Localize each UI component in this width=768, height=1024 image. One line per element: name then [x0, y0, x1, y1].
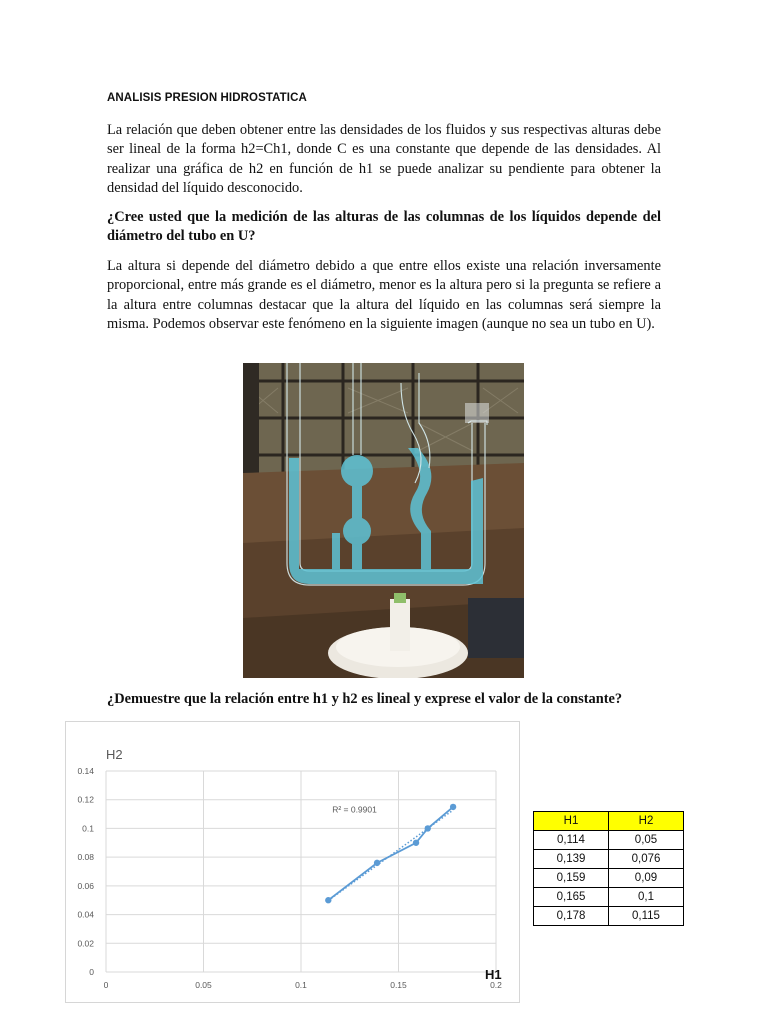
y-tick-label: 0: [89, 967, 94, 977]
cell-h1: 0,114: [534, 831, 609, 850]
x-tick-label: 0: [103, 980, 109, 990]
y-tick-label: 0.08: [77, 852, 94, 863]
cell-h1: 0,165: [534, 888, 609, 907]
cell-h2: 0,076: [609, 850, 684, 869]
photo-communicating-vessels: [243, 363, 524, 678]
cell-h1: 0,139: [534, 850, 609, 869]
data-point: [325, 897, 331, 903]
cell-h2: 0,1: [609, 888, 684, 907]
table-row: [534, 850, 684, 869]
column-header-h2: H2: [609, 812, 684, 831]
y-axis-label: H2: [106, 747, 123, 762]
y-tick-label: 0.14: [77, 766, 94, 776]
answer-paragraph: La altura si depende del diámetro debido a que entre ellos existe una relación inversamente proporcional, entre más grande es el diámetro, menor es la altura pero si la pregunta se refiere a la altura entre columnas destacar que la altura del líquido en las columnas será siempre la misma. Podemos observar este fenómeno en la siguiente imagen (aunque no sea un tubo en U).: [107, 258, 661, 333]
cell-h1: 0,159: [534, 869, 609, 888]
cell-h2: 0,05: [609, 831, 684, 850]
x-tick-label: 0.1: [295, 980, 307, 990]
cell-h2: 0,09: [609, 869, 684, 888]
table-row: [534, 869, 684, 888]
data-point: [374, 860, 380, 866]
data-table: [533, 811, 684, 926]
x-tick-label: 0.2: [490, 980, 502, 990]
table-row: [534, 888, 684, 907]
table-header-row: [534, 812, 684, 831]
y-tick-label: 0.1: [82, 823, 94, 834]
y-tick-label: 0.02: [77, 938, 94, 949]
column-header-h1: H1: [534, 812, 609, 831]
table-row: [534, 831, 684, 850]
question-diameter: ¿Cree usted que la medición de las alturas de las columnas de los líquidos depende del diámetro del tubo en U?: [107, 209, 661, 245]
intro-paragraph: La relación que deben obtener entre las densidades de los fluidos y sus respectivas alturas debe ser lineal de la forma h2=Ch1, donde C es una constante que depende de las densidades. Al realizar una gráfica de h2 en función de h1 se puede analizar su pendiente para obtener la densidad del líquido desconocido.: [107, 122, 661, 197]
section-heading: ANALISIS PRESION HIDROSTATICA: [107, 92, 307, 104]
x-tick-label: 0.05: [195, 980, 212, 990]
h2-vs-h1-chart: [65, 721, 520, 1003]
table-row: [534, 907, 684, 926]
question-linear-relation: ¿Demuestre que la relación entre h1 y h2 es lineal y exprese el valor de la constante?: [107, 691, 623, 707]
chart-canvas: [66, 722, 519, 1002]
x-axis-label: H1: [485, 967, 502, 982]
data-point: [413, 840, 419, 846]
y-tick-label: 0.04: [77, 909, 94, 920]
data-point: [450, 804, 456, 810]
y-tick-label: 0.06: [77, 880, 94, 891]
r-squared-annotation: R² = 0.9901: [332, 804, 377, 815]
cell-h1: 0,178: [534, 907, 609, 926]
x-tick-label: 0.15: [390, 980, 407, 990]
cell-h2: 0,115: [609, 907, 684, 926]
y-tick-label: 0.12: [77, 794, 94, 805]
data-point: [425, 825, 431, 831]
